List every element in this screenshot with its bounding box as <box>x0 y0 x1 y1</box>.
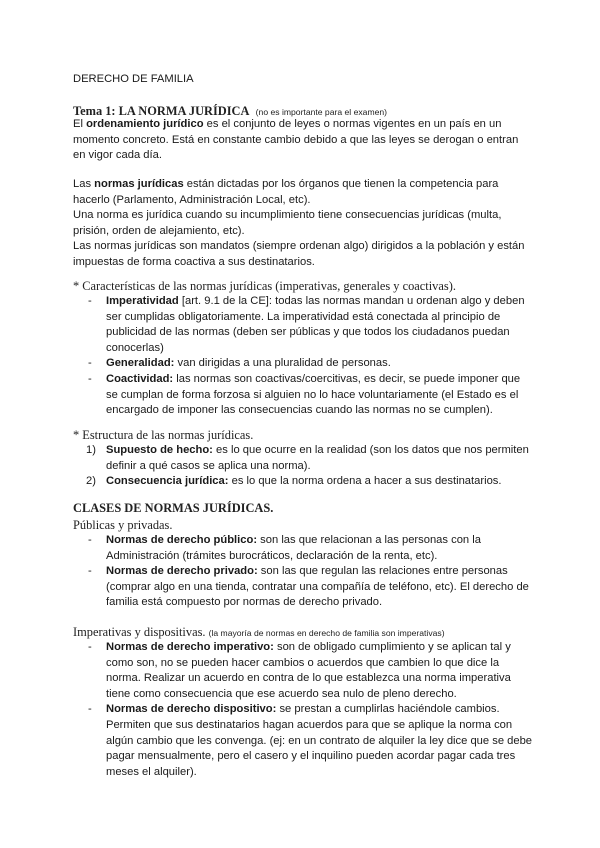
list-item <box>73 372 533 419</box>
list-item <box>73 640 533 702</box>
item-term: Consecuencia jurídica: <box>106 475 229 488</box>
list-item <box>73 474 533 490</box>
list-item <box>73 702 533 780</box>
imperativas-title: Imperativas y dispositivas. <box>73 625 206 639</box>
item-text: son las que regulan las relaciones entre personas (comprar algo en una tienda, contratar una compañía de teléfono, etc). El derecho de familia está compuesto por normas de derecho privado. <box>106 565 529 609</box>
item-term: Coactividad: <box>106 372 174 385</box>
item-text: es lo que ocurre en la realidad (son los datos que nos permiten definir a qué casos se aplica una norma). <box>106 444 529 472</box>
item-text: son de obligado cumplimiento y se aplican tal y como son, no se pueden hacer cambios o acuerdos que cambien lo que dice la norma. Realizar un acuerdo en contra de lo que establezca una norma imperativa tiene como consecuencia que ese acuerdo sea nulo de pleno derecho. <box>106 641 511 700</box>
p2-text-e: Las normas jurídicas son mandatos (siempre ordenan algo) dirigidos a la población y están impuestas de forma coactiva a sus destinatarios. <box>73 240 525 268</box>
list-item <box>73 564 533 611</box>
caracteristicas-heading: * Características de las normas jurídicas (imperativas, generales y coactivas). <box>73 279 456 293</box>
publicas-list <box>73 533 533 611</box>
imperativas-heading <box>73 624 533 641</box>
p1-text-a: El <box>73 118 87 130</box>
p2-text-d: Una norma es jurídica cuando su incumplimiento tiene consecuencias jurídicas (multa, prisión, orden de alejamiento, etc). <box>73 209 502 237</box>
document-title: DERECHO DE FAMILIA <box>73 73 194 85</box>
item-term: Normas de derecho dispositivo: <box>106 703 277 716</box>
item-term: Normas de derecho imperativo: <box>106 641 274 653</box>
estructura-heading: * Estructura de las normas jurídicas. <box>73 428 254 442</box>
list-item <box>73 294 533 356</box>
item-text: son las que relacionan a las personas con la Administración (trámites burocráticos, declaración de la renta, etc). <box>106 534 481 562</box>
p2-term: normas jurídicas <box>94 178 184 190</box>
item-term: Generalidad: <box>106 357 175 370</box>
item-text: las normas son coactivas/coercitivas, es decir, se puede imponer que se cumplan de forma forzosa si alguien no lo hace voluntariamente (el Estado es el encargado de imponer las consecuencias cuando las normas no se cumplen). <box>106 372 521 417</box>
item-term: Normas de derecho público: <box>106 534 258 546</box>
list-item <box>73 533 533 564</box>
p1-text-c: es el conjunto de leyes o normas vigentes en un país en un momento concreto. Está en constante cambio debido a que las leyes se derogan o entran en vigor cada día. <box>73 118 519 162</box>
imperativas-note: (la mayoría de normas en derecho de familia son imperativas) <box>208 628 445 638</box>
p2-text-a: Las <box>73 178 95 190</box>
publicas-heading: Públicas y privadas. <box>73 518 173 532</box>
item-text: es lo que la norma ordena a hacer a sus destinatarios. <box>228 475 502 488</box>
caracteristicas-list <box>73 294 533 419</box>
clases-heading: CLASES DE NORMAS JURÍDICAS. <box>73 501 274 515</box>
tema-title: Tema 1: LA NORMA JURÍDICA <box>73 104 250 118</box>
p1-term: ordenamiento jurídico <box>86 118 204 130</box>
paragraph-ordenamiento <box>73 117 533 164</box>
paragraph-normas <box>73 177 533 271</box>
item-term: Imperatividad <box>106 295 179 307</box>
item-number: 1) <box>86 444 96 456</box>
estructura-list <box>73 443 533 490</box>
item-text: se prestan a cumplirlas haciéndole cambios. Permiten que sus destinatarios hagan acuerdos para que se aplique la norma con algún cambio que les convenga. (ej: en un contrato de alquiler la ley dice que se debe pagar mensualmente, pero el casero y el inquilino pueden acordar pagar cada tres meses el alquiler). <box>106 703 533 778</box>
imperativas-list <box>73 640 533 780</box>
item-text: [art. 9.1 de la CE]: todas las normas mandan u ordenan algo y deben ser cumplidas obligatoriamente. La imperatividad está conectada al principio de publicidad de las normas (deben ser públicas y que todos los ciudadanos puedan conocerlas) <box>106 295 525 354</box>
item-number: 2) <box>86 475 96 488</box>
item-term: Normas de derecho privado: <box>106 565 258 578</box>
tema-note: (no es importante para el examen) <box>255 107 388 117</box>
p2-text-c: están dictadas por los órganos que tienen la competencia para hacerlo (Parlamento, Administración Local, etc). <box>73 178 499 206</box>
list-item <box>73 356 533 372</box>
item-text: van dirigidas a una pluralidad de personas. <box>174 357 391 370</box>
item-term: Supuesto de hecho: <box>106 444 213 456</box>
list-item <box>73 443 533 474</box>
